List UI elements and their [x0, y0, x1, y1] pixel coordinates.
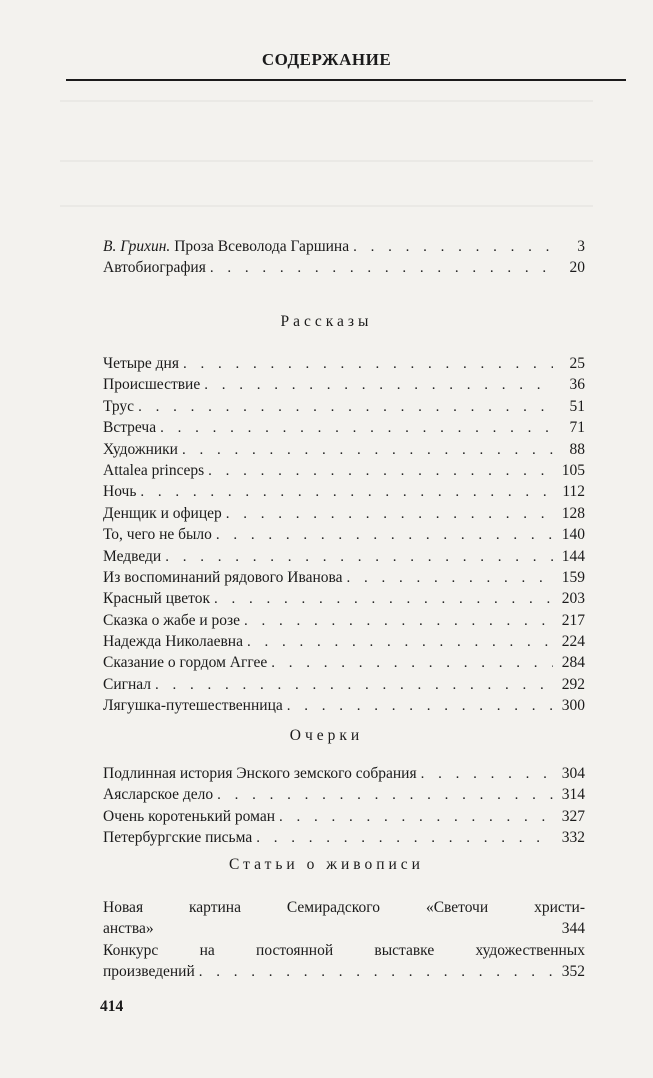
entry-page: 20: [569, 259, 585, 277]
leader-dots: [210, 258, 553, 279]
leader-dots: [165, 547, 553, 568]
entry-title: Надежда Николаевна: [103, 633, 243, 651]
entry-page: 203: [561, 590, 585, 608]
toc-entry: [103, 481, 585, 502]
entry-page: 314: [561, 786, 585, 804]
entry-page: 140: [561, 526, 585, 544]
leader-dots: [208, 461, 553, 482]
entry-title: Сигнал: [103, 675, 152, 693]
entry-title: Attalea princeps: [103, 461, 205, 479]
leader-dots: [216, 525, 553, 546]
leader-dots: [217, 785, 553, 806]
leader-dots: [347, 568, 553, 589]
entry-page: 304: [561, 765, 585, 782]
entry-page: 352: [561, 963, 585, 981]
entry-page: 144: [561, 547, 585, 565]
page-number: 414: [100, 998, 124, 1015]
toc-entry: [103, 695, 585, 716]
entry-page: 3: [577, 238, 585, 255]
leader-dots: [256, 828, 553, 849]
entry-title: Сказка о жабе и розе: [103, 611, 241, 629]
entry-page: 327: [561, 807, 585, 825]
entry-title: То, чего не было: [103, 526, 212, 544]
leader-dots: [279, 807, 553, 828]
toc-entry: [103, 439, 585, 460]
entry-title: Ночь: [103, 483, 137, 501]
entry-title: Художники: [103, 440, 178, 458]
entry-page: 112: [562, 483, 585, 501]
toc-painting: [103, 897, 585, 983]
leader-dots: [287, 696, 553, 717]
entry-page: 224: [561, 633, 585, 651]
leader-dots: [183, 354, 553, 375]
leader-dots: [421, 764, 553, 785]
entry-title: Подлинная история Энского земского собрания: [103, 765, 417, 782]
entry-page: 25: [569, 355, 585, 372]
toc-essays: [103, 763, 585, 849]
toc-entry: [103, 503, 585, 524]
entry-title-line2: произведений: [103, 963, 195, 981]
header-rule: [66, 79, 626, 81]
entry-page: 159: [561, 568, 585, 586]
toc-entry: [103, 460, 585, 481]
toc-entry: [103, 940, 585, 983]
toc-entry: [103, 257, 585, 278]
entry-title: Петербургские письма: [103, 829, 253, 847]
toc-stories: [103, 353, 585, 717]
leader-dots: [214, 589, 553, 610]
entry-title-line2: анства»: [103, 920, 154, 938]
leader-dots: [160, 418, 553, 439]
entry-page: 51: [569, 397, 585, 415]
entry-title: Красный цветок: [103, 590, 210, 608]
toc-entry: [103, 806, 585, 827]
leader-dots: [244, 611, 553, 632]
toc-entry: [103, 674, 585, 695]
leader-dots: [271, 653, 553, 674]
toc-entry: [103, 567, 585, 588]
entry-page: 284: [561, 654, 585, 672]
entry-author: В. Грихин.: [103, 238, 171, 255]
entry-title: Аясларское дело: [103, 786, 214, 804]
section-heading-stories: Рассказы: [280, 313, 373, 330]
toc-entry: [103, 353, 585, 374]
entry-page: 217: [561, 611, 585, 629]
toc-entry: [103, 763, 585, 784]
entry-title: Автобиография: [103, 259, 206, 277]
leader-dots: [199, 962, 553, 983]
toc-intro: [103, 236, 585, 279]
entry-title-line1: Конкурс на постоянной выставке художественных: [103, 941, 585, 959]
toc-entry: [103, 546, 585, 567]
entry-page: 71: [569, 419, 585, 437]
entry-page: 332: [561, 829, 585, 847]
entry-title: Встреча: [103, 419, 157, 437]
leader-dots: [226, 504, 553, 525]
entry-page: 105: [561, 461, 585, 479]
toc-entry: [103, 827, 585, 848]
leader-dots: [138, 397, 553, 418]
toc-entry: [103, 784, 585, 805]
entry-title-line1: Новая картина Семирадского «Светочи христи-: [103, 899, 585, 916]
entry-page: 128: [561, 504, 585, 522]
toc-entry: [103, 396, 585, 417]
entry-page: 300: [561, 697, 585, 715]
entry-title: Медведи: [103, 547, 162, 565]
entry-title: Очень коротенький роман: [103, 807, 275, 825]
section-heading-essays: Очерки: [289, 727, 364, 744]
toc-entry: [103, 610, 585, 631]
toc-entry: [103, 236, 585, 257]
toc-entry: [103, 631, 585, 652]
entry-title: Денщик и офицер: [103, 504, 222, 522]
page-title: СОДЕРЖАНИЕ: [261, 50, 392, 69]
leader-dots: [353, 237, 553, 258]
entry-title: Из воспоминаний рядового Иванова: [103, 568, 343, 586]
entry-title: Проза Всеволода Гаршина: [174, 238, 350, 255]
entry-title: Происшествие: [103, 376, 201, 394]
leader-dots: [140, 482, 553, 503]
show-through: [60, 160, 593, 162]
leader-dots: [155, 675, 553, 696]
toc-entry: [103, 524, 585, 545]
entry-title: Трус: [103, 397, 135, 415]
entry-title: Сказание о гордом Аггее: [103, 654, 268, 672]
toc-entry: [103, 417, 585, 438]
toc-entry: [103, 652, 585, 673]
entry-page: 292: [561, 675, 585, 693]
entry-page: 36: [569, 376, 585, 394]
entry-page: 88: [569, 440, 585, 458]
show-through: [60, 100, 593, 102]
entry-page: 344: [561, 920, 585, 938]
toc-entry: [103, 588, 585, 609]
entry-title: Четыре дня: [103, 355, 179, 372]
leader-dots: [204, 375, 553, 396]
entry-title: Лягушка-путешественница: [103, 697, 283, 715]
show-through: [60, 205, 593, 207]
leader-dots: [182, 440, 553, 461]
toc-entry: [103, 374, 585, 395]
toc-entry: [103, 897, 585, 940]
leader-dots: [247, 632, 553, 653]
section-heading-painting: Статьи о живописи: [229, 856, 424, 873]
